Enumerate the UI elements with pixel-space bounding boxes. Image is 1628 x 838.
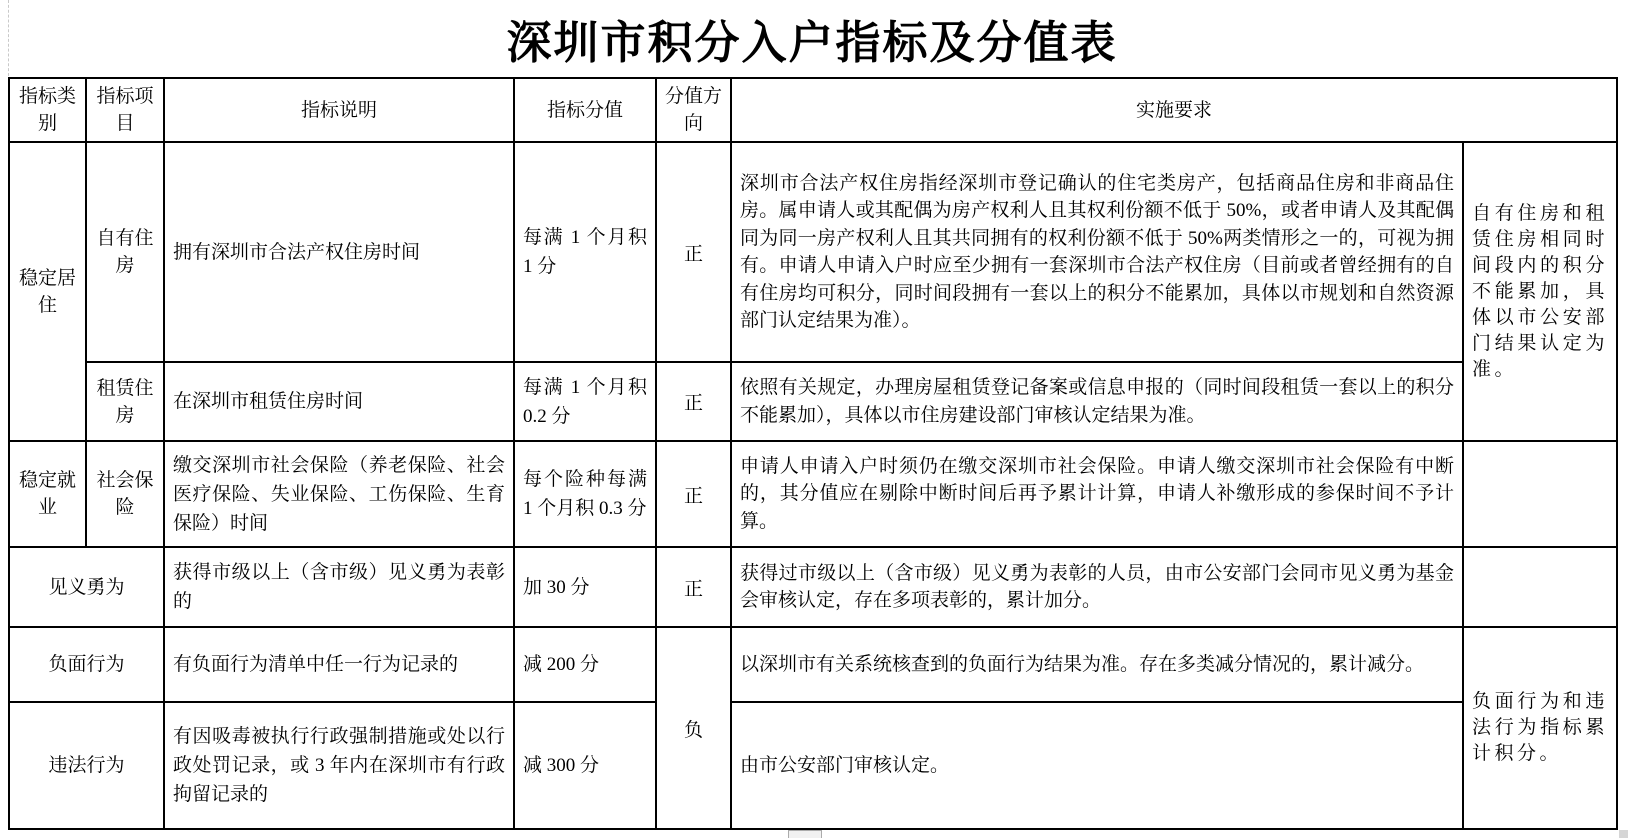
description-own-housing: 拥有深圳市合法产权住房时间 <box>164 142 514 362</box>
category-stable-employment: 稳定就业 <box>9 441 86 547</box>
col-header-requirements: 实施要求 <box>731 78 1617 142</box>
direction-own-housing: 正 <box>656 142 731 362</box>
category-illegal-behavior: 违法行为 <box>9 702 164 829</box>
scrollbar-corner <box>1619 830 1628 838</box>
direction-negative: 负 <box>656 627 731 829</box>
score-illegal-behavior: 减 300 分 <box>514 702 656 829</box>
direction-bravery: 正 <box>656 547 731 627</box>
horizontal-scrollbar-thumb[interactable] <box>788 830 822 838</box>
note-behavior: 负面行为和违法行为指标累计积分。 <box>1463 627 1617 829</box>
col-header-item: 指标项目 <box>86 78 164 142</box>
category-stable-residence: 稳定居住 <box>9 142 86 441</box>
category-negative-behavior: 负面行为 <box>9 627 164 702</box>
category-bravery: 见义勇为 <box>9 547 164 627</box>
direction-social-insurance: 正 <box>656 441 731 547</box>
col-header-direction: 分值方向 <box>656 78 731 142</box>
table-row <box>9 627 1617 702</box>
score-own-housing: 每满 1 个月积 1 分 <box>514 142 656 362</box>
col-header-description: 指标说明 <box>164 78 514 142</box>
page-title: 深圳市积分入户指标及分值表 <box>506 18 1118 68</box>
requirement-negative-behavior: 以深圳市有关系统核查到的负面行为结果为准。存在多类减分情况的，累计减分。 <box>731 627 1463 702</box>
score-bravery: 加 30 分 <box>514 547 656 627</box>
note-cell-empty <box>1463 547 1617 627</box>
item-own-housing: 自有住房 <box>86 142 164 362</box>
description-social-insurance: 缴交深圳市社会保险（养老保险、社会医疗保险、失业保险、工伤保险、生育保险）时间 <box>164 441 514 547</box>
requirement-social-insurance: 申请人申请入户时须仍在缴交深圳市社会保险。申请人缴交深圳市社会保险有中断的，其分值应在剔除中断时间后再予累计计算，申请人补缴形成的参保时间不予计算。 <box>731 441 1463 547</box>
table-row <box>9 702 1617 829</box>
note-cell-empty <box>1463 441 1617 547</box>
table-row <box>9 142 1617 362</box>
note-housing: 自有住房和租赁住房相同时间段内的积分不能累加，具体以市公安部门结果认定为准。 <box>1463 142 1617 441</box>
score-social-insurance: 每个险种每满 1 个月积 0.3 分 <box>514 441 656 547</box>
table-row <box>9 441 1617 547</box>
score-negative-behavior: 减 200 分 <box>514 627 656 702</box>
requirement-illegal-behavior: 由市公安部门审核认定。 <box>731 702 1463 829</box>
requirement-own-housing: 深圳市合法产权住房指经深圳市登记确认的住宅类房产，包括商品住房和非商品住房。属申请人或其配偶为房产权利人且其权利份额不低于 50%，或者申请人及其配偶同为同一房产权利人且其共同拥有的权利份额不低于 50%两类情形之一的，可视为拥有。申请人申请入户时应至少拥有一套深圳市合法产权住房（目前或者曾经拥有的自有住房均可积分，同时间段拥有一套以上的积分不能累加，具体以市规划和自然资源部门认定结果为准）。 <box>731 142 1463 362</box>
requirement-bravery: 获得过市级以上（含市级）见义勇为表彰的人员，由市公安部门会同市见义勇为基金会审核认定，存在多项表彰的，累计加分。 <box>731 547 1463 627</box>
description-rental-housing: 在深圳市租赁住房时间 <box>164 362 514 441</box>
col-header-category: 指标类别 <box>9 78 86 142</box>
direction-rental-housing: 正 <box>656 362 731 441</box>
item-rental-housing: 租赁住房 <box>86 362 164 441</box>
description-negative-behavior: 有负面行为清单中任一行为记录的 <box>164 627 514 702</box>
table-row <box>9 547 1617 627</box>
col-header-score: 指标分值 <box>514 78 656 142</box>
requirement-rental-housing: 依照有关规定，办理房屋租赁登记备案或信息申报的（同时间段租赁一套以上的积分不能累加），具体以市住房建设部门审核认定结果为准。 <box>731 362 1463 441</box>
points-table <box>8 77 1618 830</box>
item-social-insurance: 社会保险 <box>86 441 164 547</box>
score-rental-housing: 每满 1 个月积 0.2 分 <box>514 362 656 441</box>
table-header-row <box>9 78 1617 142</box>
table-row <box>9 362 1617 441</box>
description-illegal-behavior: 有因吸毒被执行行政强制措施或处以行政处罚记录，或 3 年内在深圳市有行政拘留记录的 <box>164 702 514 829</box>
description-bravery: 获得市级以上（含市级）见义勇为表彰的 <box>164 547 514 627</box>
